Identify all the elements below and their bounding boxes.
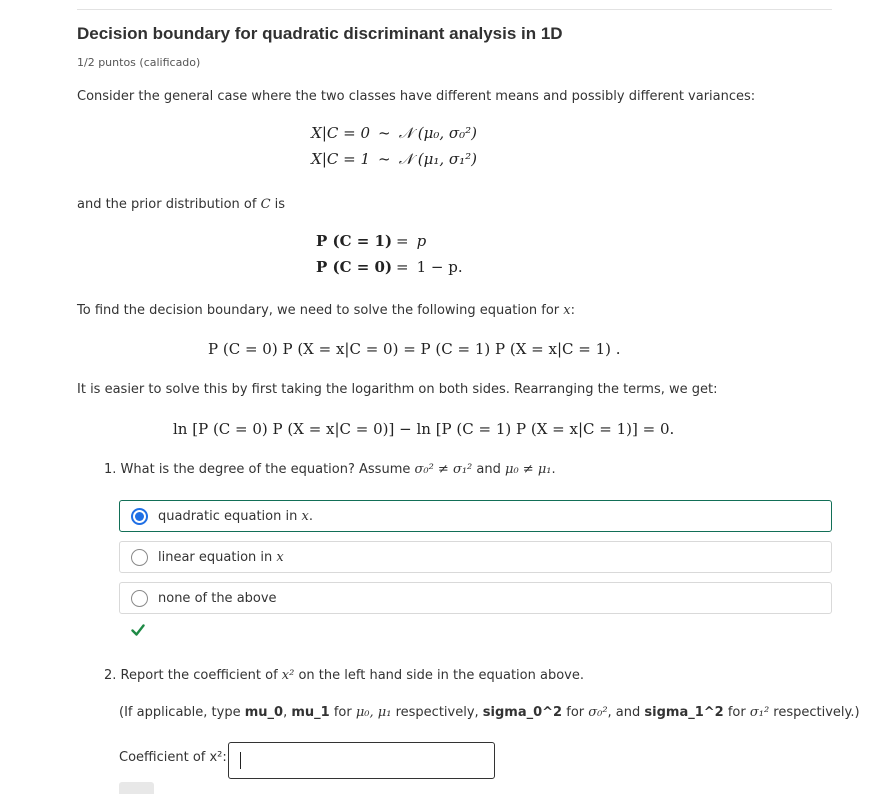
top-divider (77, 9, 832, 10)
dist0-rhs: 𝒩 (μ₀, σ₀²) (398, 124, 477, 142)
q1-cond-mu: μ₀ ≠ μ₁ (505, 462, 552, 477)
points-label: 1/2 puntos (calificado) (77, 56, 201, 69)
check-icon (131, 623, 145, 637)
text-cursor (240, 752, 241, 769)
intro-paragraph: Consider the general case where the two classes have different means and possibly different variances: (77, 89, 756, 104)
option-linear[interactable] (119, 541, 832, 573)
question-2-hint: (If applicable, type mu_0, mu_1 for μ₀, μ₁ respectively, sigma_0^2 for σ₀², and sigma_1^2 for σ₁² respectively.) (119, 705, 860, 720)
coefficient-input[interactable] (228, 742, 495, 779)
log-equation: ln [P (C = 0) P (X = x|C = 0)] − ln [P (C = 1) P (X = x|C = 1)] = 0. (173, 420, 675, 438)
question-2-text (104, 668, 584, 683)
dist1-tilde: ~ (378, 150, 391, 168)
prior-equations (316, 232, 463, 284)
dist0-lhs: X|C = 0 (311, 124, 370, 142)
hint-mu0: mu_0 (244, 705, 284, 720)
option-none[interactable] (119, 582, 832, 614)
boundary-paragraph (77, 303, 575, 318)
q2-text-pre: 2. Report the coefficient of (104, 668, 282, 683)
dist0-tilde: ~ (378, 124, 391, 142)
dist1-rhs: 𝒩 (μ₁, σ₁²) (398, 150, 477, 168)
question-1-text (104, 462, 556, 477)
hint-sigma1: sigma_1^2 (644, 705, 724, 720)
prior1-lhs: P (C = 1) (316, 232, 393, 250)
hint-sigma0: sigma_0^2 (482, 705, 563, 720)
boundary-equation: P (C = 0) P (X = x|C = 0) = P (C = 1) P (X = x|C = 1) . (208, 340, 621, 358)
radio-unselected-icon[interactable] (131, 549, 148, 566)
coefficient-label: Coefficient of x²: (119, 750, 227, 765)
boundary-text-pre: To find the decision boundary, we need to solve the following equation for (77, 303, 564, 318)
prior1-rhs: p (416, 232, 427, 250)
hint-mu1: mu_1 (291, 705, 330, 720)
q1-cond-sigma: σ₀² ≠ σ₁² (414, 462, 473, 477)
q1-text-pre: 1. What is the degree of the equation? Assume (104, 462, 415, 477)
option-linear-label: linear equation in x (158, 549, 284, 565)
prior-var: C (260, 197, 271, 212)
prior-text-pre: and the prior distribution of (77, 197, 261, 212)
problem-title: Decision boundary for quadratic discriminant analysis in 1D (77, 24, 563, 43)
distribution-equations (308, 124, 477, 176)
prior0-lhs: P (C = 0) (316, 258, 393, 276)
log-paragraph: It is easier to solve this by first taking the logarithm on both sides. Rearranging the terms, we get: (77, 382, 718, 397)
radio-unselected-icon[interactable] (131, 590, 148, 607)
radio-selected-icon[interactable] (131, 508, 148, 525)
prior1-eq: = (396, 232, 409, 250)
submit-button[interactable] (119, 782, 154, 794)
option-none-label: none of the above (158, 590, 277, 606)
q2-var: x² (281, 668, 295, 683)
boundary-var: x (563, 303, 571, 318)
prior-paragraph (77, 197, 285, 212)
prior0-rhs: 1 − p. (416, 258, 463, 276)
q1-text-post: . (551, 462, 556, 477)
boundary-text-post: : (570, 303, 576, 318)
q1-text-and: and (472, 462, 505, 477)
prior0-eq: = (396, 258, 409, 276)
prior-text-post: is (270, 197, 286, 212)
option-quadratic[interactable] (119, 500, 832, 532)
q2-text-post: on the left hand side in the equation above. (294, 668, 584, 683)
option-quadratic-label: quadratic equation in x. (158, 508, 313, 524)
dist1-lhs: X|C = 1 (311, 150, 370, 168)
